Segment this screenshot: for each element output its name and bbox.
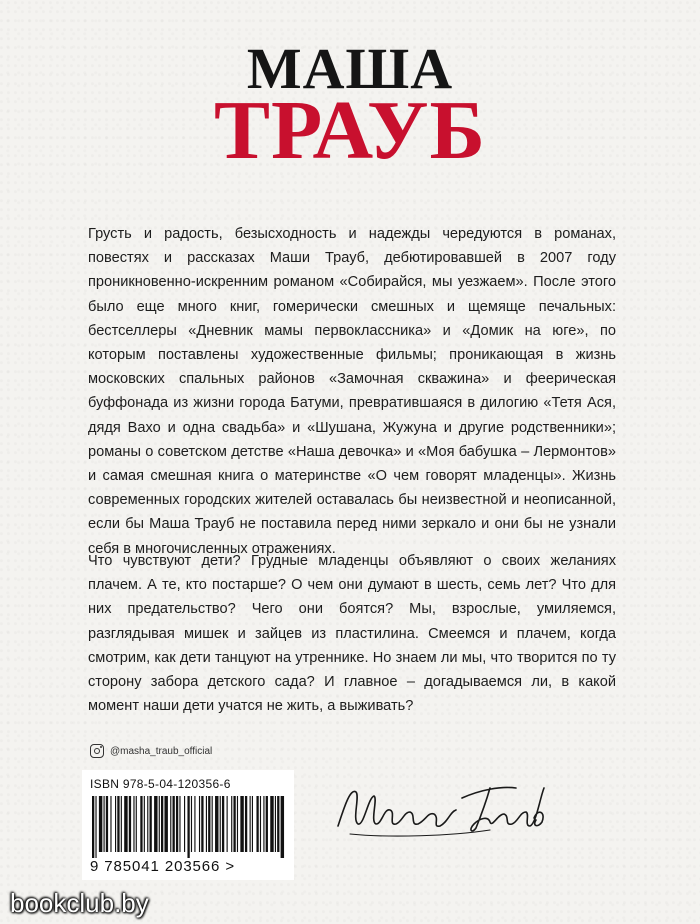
barcode-bar	[191, 796, 192, 852]
barcode-bar	[121, 796, 122, 852]
barcode-bar	[245, 796, 247, 852]
barcode-bar	[154, 796, 157, 852]
annotation-paragraph-2: Что чувствуют дети? Грудные младенцы объявляют о своих желаниях плачем. А те, кто постарше? О чем они думают в шесть, семь лет? Что для них предательство? Чего они боятся? Мы, взрослые, умиляемся, разглядывая мишек и зайцев из пластилина. Смеемся и плачем, когда смотрим, как дети танцуют на утреннике. Но знаем ли мы, что творится по ту сторону забора детского сада? И главное – догадываемся ли, в какой момент наши дети учатся не жить, а выживать?	[88, 553, 616, 715]
barcode-bar	[231, 796, 232, 852]
barcode-bar	[129, 796, 131, 852]
barcode-bar	[237, 796, 238, 852]
barcode-bar	[159, 796, 160, 852]
barcode-bar	[199, 796, 200, 852]
barcode-bars	[90, 796, 286, 858]
barcode-bar	[201, 796, 203, 852]
author-last-name: ТРАУБ	[213, 84, 487, 177]
barcode-bar	[184, 796, 185, 852]
barcode-bar	[170, 796, 171, 852]
barcode-bar	[266, 796, 268, 852]
barcode-bar	[260, 796, 261, 852]
barcode-bar	[144, 796, 145, 852]
barcode-bar	[136, 796, 137, 852]
barcode-bar	[95, 796, 96, 858]
barcode-bar	[176, 796, 178, 852]
annotation-paragraph-1: Грусть и радость, безысходность и надежды чередуются в романах, повестях и рассказах Маши Трауб, дебютировавшей в 2007 году проникновенно-искренним романом «Собирайся, мы уезжаем». После этого было еще много книг, гомерически смешных и щемяще печальных: бестселлеры «Дневник мамы первоклассника» и «Домик на юге», по которым поставлены художественные фильмы; проникающая в жизнь московских спальных районов «Замочная скважина» и феерическая буффонада из жизни города Батуми, превратившаяся в дилогию «Тетя Ася, дядя Вахо и одна свадьба» и «Шушана, Жужуна и другие родственники»; романы о советском детстве «Наша девочка» и «Моя бабушка – Лермонтов» и самая смешная книга о материнстве «О чем говорят младенцы». Жизнь современных городских жителей оставалась бы неизвестной и неописанной, если бы Маша Трауб не поставила перед ними зеркало и они бы не узнали себя в многочисленных отражениях.	[88, 226, 616, 557]
barcode-bar	[179, 796, 180, 852]
barcode-bar	[208, 796, 210, 852]
barcode-bar	[215, 796, 218, 852]
barcode-bar	[277, 796, 279, 852]
barcode-bar	[150, 796, 152, 852]
barcode-bar	[212, 796, 213, 852]
barcode-bar	[222, 796, 224, 852]
barcode-bar	[140, 796, 142, 852]
barcode-bar	[281, 796, 284, 858]
barcode-digits: 9 785041 203566 >	[90, 858, 236, 875]
barcode-bar	[110, 796, 111, 852]
instagram-handle: @masha_traub_official	[110, 745, 213, 757]
barcode-bar	[133, 796, 134, 852]
barcode-bar	[106, 796, 108, 852]
barcode-bar	[147, 796, 148, 852]
author-signature	[330, 768, 560, 848]
barcode-bar	[187, 796, 189, 858]
barcode-bar	[194, 796, 195, 852]
barcode-bar	[252, 796, 253, 852]
social-handle-row	[90, 742, 212, 760]
instagram-icon	[90, 744, 104, 758]
barcode-bar	[161, 796, 163, 852]
barcode-bar	[220, 796, 221, 852]
barcode-bar	[233, 796, 235, 852]
barcode-bar	[270, 796, 273, 852]
barcode-bar	[173, 796, 175, 852]
barcode-bar	[92, 796, 94, 858]
barcode-bar	[164, 796, 167, 852]
barcode-bar	[99, 796, 102, 852]
barcode-bar	[124, 796, 127, 852]
barcode-bar	[275, 796, 276, 852]
barcode-bar	[115, 796, 116, 852]
barcode-bar	[263, 796, 264, 852]
barcode-bar	[250, 796, 251, 852]
barcode-block	[82, 770, 294, 880]
author-first-name: МАША	[246, 36, 454, 101]
barcode-bar	[206, 796, 207, 852]
barcode-bar	[227, 796, 228, 852]
isbn-label: ISBN 978-5-04-120356-6	[90, 777, 231, 791]
barcode-bar	[240, 796, 243, 852]
watermark-site: bookclub.by	[10, 888, 149, 918]
barcode-bar	[104, 796, 105, 852]
barcode-bar	[117, 796, 119, 852]
barcode-bar	[256, 796, 258, 852]
